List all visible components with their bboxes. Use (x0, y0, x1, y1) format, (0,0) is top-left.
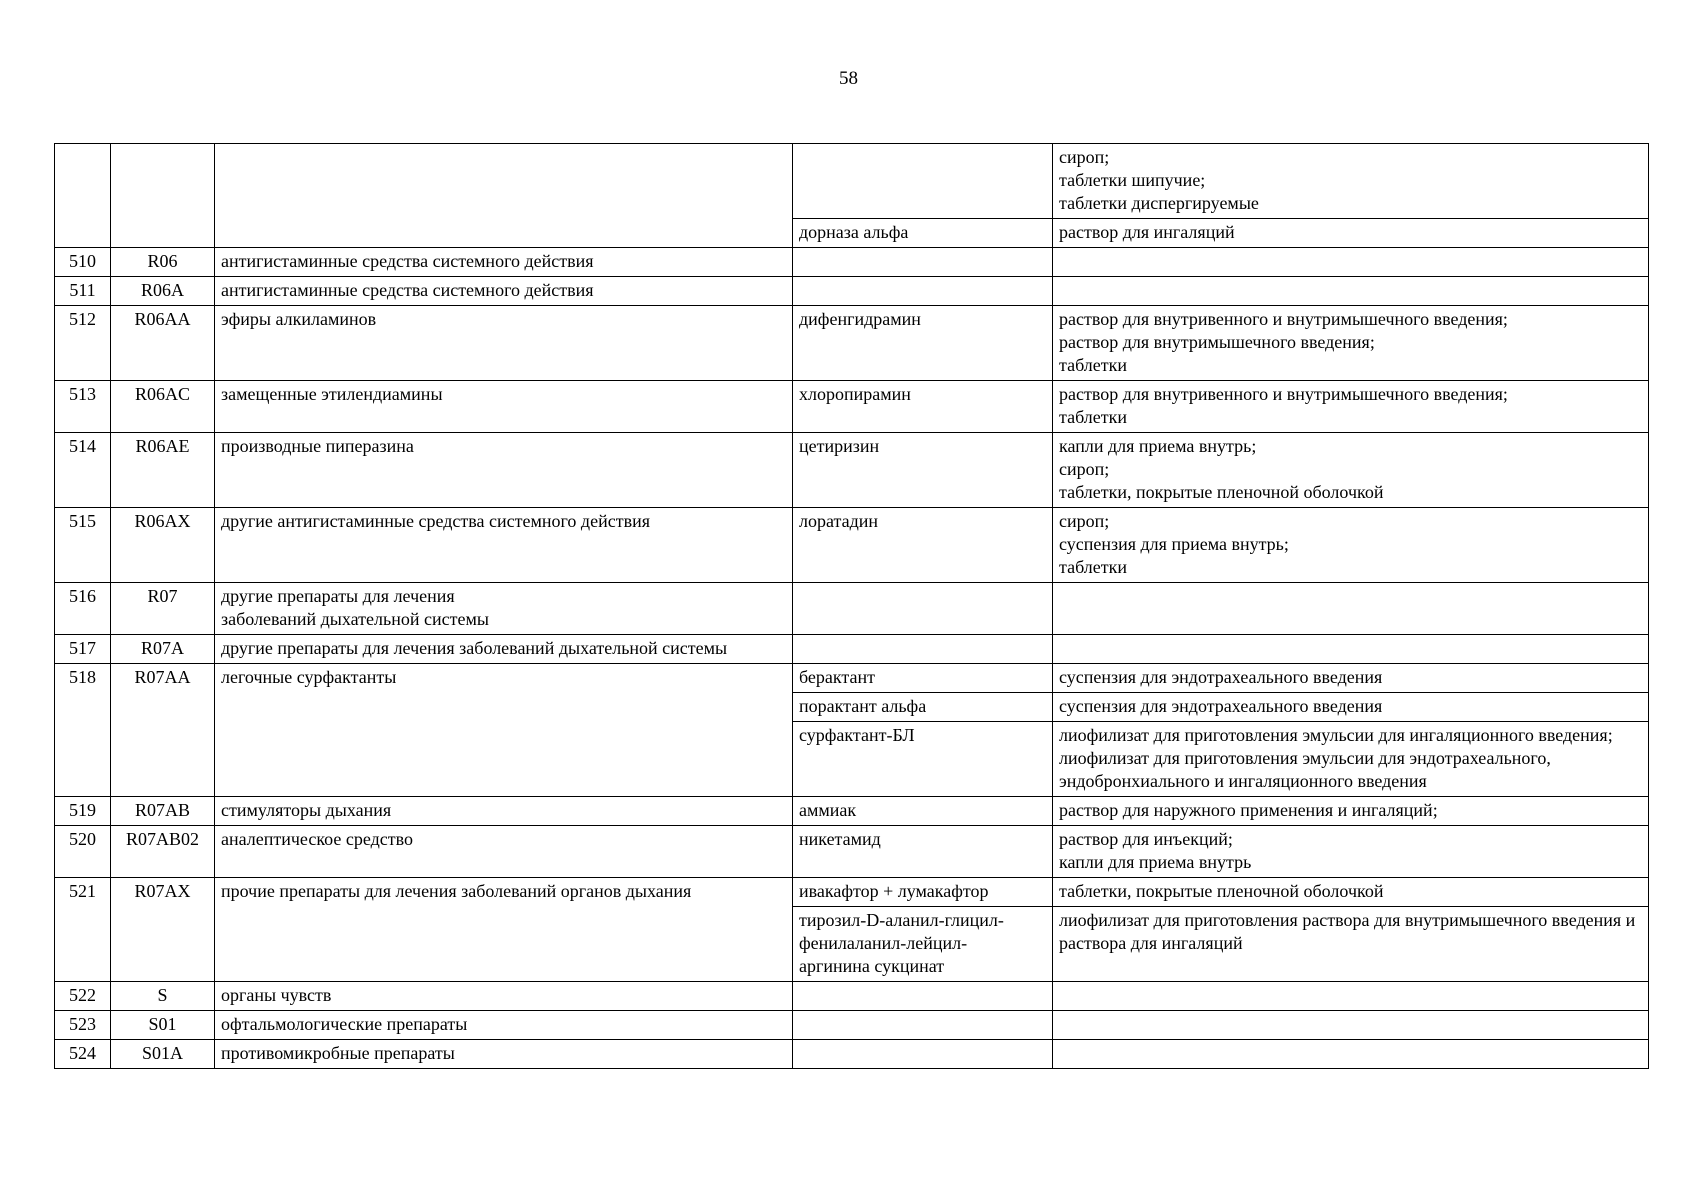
row-number: 522 (55, 982, 111, 1011)
dosage-forms: лиофилизат для приготовления раствора для внутримышечного введения и раствора для ингаляций (1053, 907, 1649, 982)
dosage-form-line: таблетки, покрытые пленочной оболочкой (1059, 482, 1384, 502)
group-name: офтальмологические препараты (215, 1011, 793, 1040)
drug-name: лоратадин (793, 508, 1053, 583)
row-number: 515 (55, 508, 111, 583)
group-name: аналептическое средство (215, 826, 793, 878)
group-name: органы чувств (215, 982, 793, 1011)
drug-name: аммиак (793, 797, 1053, 826)
table-row (55, 277, 1649, 306)
drug-name: ивакафтор + лумакафтор (793, 878, 1053, 907)
row-number: 516 (55, 583, 111, 635)
row-number: 521 (55, 878, 111, 982)
group-name: другие антигистаминные средства системного действия (215, 508, 793, 583)
atc-code: R06AE (111, 433, 215, 508)
table-row (55, 144, 1649, 219)
atc-code: R06 (111, 248, 215, 277)
row-number (55, 144, 111, 248)
drug-name: сурфактант-БЛ (793, 722, 1053, 797)
table-row (55, 797, 1649, 826)
group-name: легочные сурфактанты (215, 664, 793, 797)
table-row (55, 1011, 1649, 1040)
drug-name-line: тирозил-D-аланил-глицил- (799, 910, 1004, 930)
dosage-forms (1053, 826, 1649, 878)
dosage-form-line: раствор для инъекций; (1059, 829, 1233, 849)
row-number: 520 (55, 826, 111, 878)
atc-code: R07AX (111, 878, 215, 982)
table-row (55, 583, 1649, 635)
row-number: 512 (55, 306, 111, 381)
table-row (55, 826, 1649, 878)
atc-code: R07AB (111, 797, 215, 826)
dosage-forms (1053, 982, 1649, 1011)
dosage-forms (1053, 433, 1649, 508)
dosage-form-line: таблетки (1059, 557, 1128, 577)
row-number: 519 (55, 797, 111, 826)
drug-name: никетамид (793, 826, 1053, 878)
drug-name (793, 248, 1053, 277)
dosage-forms (1053, 635, 1649, 664)
table-row (55, 381, 1649, 433)
drug-name (793, 907, 1053, 982)
row-number: 523 (55, 1011, 111, 1040)
dosage-form-line: капли для приема внутрь; (1059, 436, 1257, 456)
atc-code (111, 144, 215, 248)
drug-name-line: аргинина сукцинат (799, 956, 945, 976)
dosage-form-line: сироп; (1059, 459, 1110, 479)
row-number: 524 (55, 1040, 111, 1069)
table-row (55, 306, 1649, 381)
dosage-forms (1053, 508, 1649, 583)
atc-code: R07AA (111, 664, 215, 797)
table-row (55, 664, 1649, 693)
row-number: 513 (55, 381, 111, 433)
dosage-forms (1053, 277, 1649, 306)
row-number: 511 (55, 277, 111, 306)
dosage-form-line: сироп; (1059, 147, 1110, 167)
dosage-forms (1053, 1011, 1649, 1040)
drug-name (793, 583, 1053, 635)
page-number: 58 (839, 68, 858, 89)
drug-name: цетиризин (793, 433, 1053, 508)
group-name: эфиры алкиламинов (215, 306, 793, 381)
drug-name (793, 144, 1053, 219)
group-name: противомикробные препараты (215, 1040, 793, 1069)
drug-name (793, 1011, 1053, 1040)
dosage-form-line: сироп; (1059, 511, 1110, 531)
drug-name: берактант (793, 664, 1053, 693)
dosage-forms (1053, 722, 1649, 797)
row-number: 510 (55, 248, 111, 277)
dosage-forms (1053, 306, 1649, 381)
drug-name: порактант альфа (793, 693, 1053, 722)
dosage-forms: суспензия для эндотрахеального введения (1053, 693, 1649, 722)
dosage-form-line: лиофилизат для приготовления эмульсии для эндотрахеального, эндобронхиального и ингаляционного введения (1059, 748, 1551, 791)
drug-name-line: фенилаланил-лейцил- (799, 933, 968, 953)
drug-table (54, 143, 1649, 1069)
atc-code: S01A (111, 1040, 215, 1069)
atc-code: R06AC (111, 381, 215, 433)
atc-code: R07AB02 (111, 826, 215, 878)
dosage-form-line: таблетки (1059, 407, 1128, 427)
group-name: другие препараты для лечения заболеваний дыхательной системы (215, 635, 793, 664)
dosage-form-line: суспензия для приема внутрь; (1059, 534, 1289, 554)
dosage-form-line: таблетки шипучие; (1059, 170, 1206, 190)
group-name-line: заболеваний дыхательной системы (221, 609, 489, 629)
atc-code: R06AX (111, 508, 215, 583)
group-name: антигистаминные средства системного действия (215, 277, 793, 306)
dosage-forms: раствор для ингаляций (1053, 219, 1649, 248)
dosage-form-line: раствор для внутримышечного введения; (1059, 332, 1375, 352)
group-name: антигистаминные средства системного действия (215, 248, 793, 277)
dosage-forms (1053, 583, 1649, 635)
atc-code: S (111, 982, 215, 1011)
table-row (55, 635, 1649, 664)
row-number: 517 (55, 635, 111, 664)
dosage-forms (1053, 248, 1649, 277)
drug-name (793, 277, 1053, 306)
dosage-forms: раствор для наружного применения и ингаляций; (1053, 797, 1649, 826)
row-number: 518 (55, 664, 111, 797)
table-row (55, 508, 1649, 583)
drug-name (793, 1040, 1053, 1069)
atc-code: R06A (111, 277, 215, 306)
dosage-forms: суспензия для эндотрахеального введения (1053, 664, 1649, 693)
atc-code: R06AA (111, 306, 215, 381)
row-number: 514 (55, 433, 111, 508)
group-name-line: другие препараты для лечения (221, 586, 455, 606)
dosage-form-line: таблетки (1059, 355, 1128, 375)
dosage-forms: таблетки, покрытые пленочной оболочкой (1053, 878, 1649, 907)
group-name: производные пиперазина (215, 433, 793, 508)
dosage-form-line: таблетки диспергируемые (1059, 193, 1259, 213)
table-row (55, 248, 1649, 277)
atc-code: R07A (111, 635, 215, 664)
dosage-forms (1053, 144, 1649, 219)
atc-code: S01 (111, 1011, 215, 1040)
dosage-form-line: лиофилизат для приготовления эмульсии для ингаляционного введения; (1059, 725, 1613, 745)
group-name (215, 144, 793, 248)
dosage-form-line: капли для приема внутрь (1059, 852, 1252, 872)
dosage-forms (1053, 381, 1649, 433)
atc-code: R07 (111, 583, 215, 635)
dosage-form-line: раствор для внутривенного и внутримышечного введения; (1059, 309, 1508, 329)
group-name (215, 583, 793, 635)
drug-name: дифенгидрамин (793, 306, 1053, 381)
group-name: стимуляторы дыхания (215, 797, 793, 826)
group-name: прочие препараты для лечения заболеваний органов дыхания (215, 878, 793, 982)
drug-name (793, 982, 1053, 1011)
table-row (55, 982, 1649, 1011)
group-name: замещенные этилендиамины (215, 381, 793, 433)
dosage-forms (1053, 1040, 1649, 1069)
table-row (55, 878, 1649, 907)
dosage-form-line: раствор для внутривенного и внутримышечного введения; (1059, 384, 1508, 404)
drug-name (793, 635, 1053, 664)
table-row (55, 1040, 1649, 1069)
drug-name: дорназа альфа (793, 219, 1053, 248)
table-row (55, 433, 1649, 508)
drug-name: хлоропирамин (793, 381, 1053, 433)
